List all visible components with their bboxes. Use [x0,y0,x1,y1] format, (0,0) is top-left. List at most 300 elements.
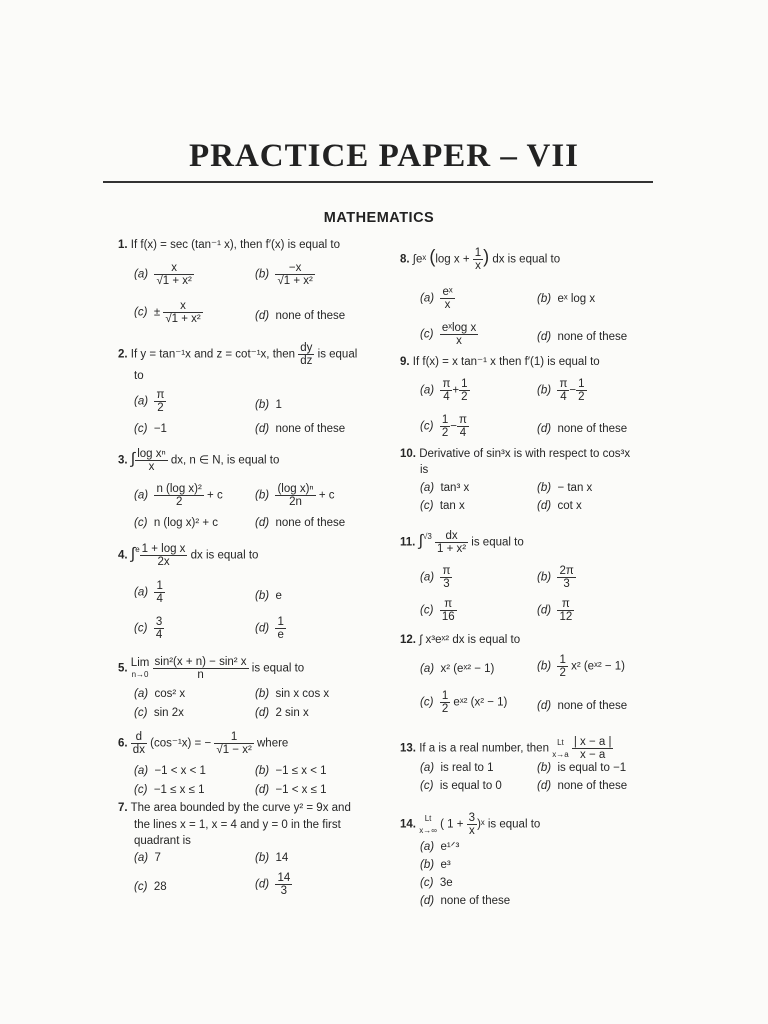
option-text: x² (eˣ² − 1) [440,663,495,675]
fraction [440,690,450,715]
option-9c[interactable] [420,414,469,439]
option-13c[interactable] [420,779,502,793]
page-title: PRACTICE PAPER – VII [188,138,580,174]
option-label: (b) [255,765,270,777]
option-2a[interactable] [134,389,166,414]
option-5b[interactable] [255,687,329,701]
numerator: −x [275,262,314,275]
question-text: If a is a real number, then [419,742,549,755]
question-number: 14. [400,818,416,831]
numerator: x [154,262,193,275]
fraction [576,378,586,403]
fraction [131,731,147,756]
denominator: 2 [157,402,164,414]
option-5a[interactable] [134,687,185,701]
question-7-stem-line2: the lines x = 1, x = 4 and y = 0 in the first [134,819,341,831]
option-8c[interactable] [420,322,478,347]
option-tail: + c [207,489,223,502]
option-7a[interactable] [134,851,161,865]
option-label: (b) [537,571,552,584]
question-text: The area bounded by the curve y² = 9x and [130,802,351,814]
option-12c[interactable] [420,690,507,715]
option-1c[interactable] [134,300,203,325]
option-label: (b) [255,590,270,602]
numerator: 1 [559,654,566,666]
question-11-stem [400,530,524,555]
option-label: (c) [134,784,148,796]
numerator: x [163,300,202,313]
option-label: (b) [255,852,270,864]
option-label: (d) [537,780,552,792]
denominator: x [456,335,462,347]
option-label: (b) [255,688,270,700]
question-number: 8. [400,253,410,266]
denominator: 2 [559,667,566,679]
denominator: 2 [461,391,468,403]
limit-word: Lim [130,656,150,669]
option-text: sin x cos x [275,688,330,700]
option-2c[interactable] [134,422,167,436]
fraction [135,448,168,473]
option-9b[interactable] [537,378,587,403]
option-label: (d) [537,423,552,435]
question-2-stem [118,342,357,367]
fraction [473,247,483,272]
option-text: none of these [275,517,346,529]
numerator: n (log x)² [156,483,202,495]
integral-sign: ∫ [130,450,136,468]
option-label: (c) [134,517,148,529]
denominator: 2 [578,391,585,403]
option-label: (c) [134,306,148,319]
question-number: 7. [118,802,128,814]
option-1b[interactable] [255,262,315,287]
option-12a[interactable] [420,662,494,676]
question-number: 13. [400,742,416,755]
question-10-stem-line2: is [420,464,429,476]
option-label: (a) [420,292,435,305]
denominator: n [197,669,204,681]
option-label: (d) [537,331,552,343]
option-text: none of these [557,700,628,712]
option-label: (b) [537,660,552,673]
fraction [457,414,469,439]
option-label: (c) [420,328,434,341]
operator: − [569,384,577,397]
denominator: x [468,825,475,837]
option-label: (a) [420,762,435,774]
fraction [140,543,188,568]
option-label: (a) [420,841,435,853]
fraction [557,378,569,403]
option-6c[interactable] [134,783,204,797]
option-label: (b) [420,859,435,871]
option-text: is equal to 0 [439,780,502,792]
option-text: −1 ≤ x < 1 [275,765,327,777]
option-9d[interactable] [537,422,627,436]
option-text: none of these [557,780,628,792]
numerator: 1 [441,690,449,702]
denominator: 3 [280,885,288,897]
option-label: (d) [255,310,270,322]
option-text: tan x [439,500,465,512]
option-10c[interactable] [420,499,465,513]
option-label: (d) [537,604,552,617]
limit-subscript: x→∞ [419,825,437,835]
question-text: is equal to [487,818,541,831]
option-label: (a) [420,663,435,675]
option-7b[interactable] [255,851,288,865]
plus-minus: ± [153,306,161,319]
question-text: dx is equal to [190,549,259,562]
denominator: x [148,461,155,473]
fraction [153,656,249,681]
fraction [298,342,314,367]
fraction [440,322,478,347]
denominator: 1 + x² [437,543,467,555]
fraction [467,812,477,837]
option-text: 7 [154,852,161,864]
option-label: (a) [134,395,149,408]
fraction [440,414,450,439]
numerator: 3 [468,812,476,824]
option-tail: x² (eˣ² − 1) [571,660,625,673]
question-text: If f(x) = x tan⁻¹ x then f′(1) is equal to [412,356,600,368]
option-label: (d) [255,517,270,529]
denominator: dz [300,355,313,367]
option-label: (d) [255,707,270,719]
option-8d[interactable] [537,330,627,344]
fraction [459,378,469,403]
numerator: log xⁿ [137,448,166,460]
paren-open: ( 1 + [440,818,464,831]
numerator: 1 [578,378,585,390]
option-2d[interactable] [255,422,345,436]
question-number: 2. [118,348,128,361]
denominator: 3 [443,578,450,590]
option-text: eˣ log x [557,293,596,305]
option-text: e¹ᐟ³ [440,841,460,853]
option-label: (c) [420,780,434,792]
option-text: −1 [153,423,167,435]
option-8b[interactable] [537,292,595,306]
question-7-stem [118,801,351,815]
denominator: 2n [289,496,302,508]
option-14d[interactable] [420,894,510,908]
option-label: (a) [420,384,435,397]
denominator: dx [132,744,145,756]
fraction [440,286,454,311]
option-text: n (log x)² + c [153,517,219,529]
option-6a[interactable] [134,764,206,778]
question-5-stem [118,656,304,681]
option-text: − tan x [557,482,593,494]
option-14a[interactable] [420,840,459,854]
option-label: (a) [134,268,149,281]
limit-word: Lt [557,737,564,747]
question-7-stem-line3: quadrant is [134,835,191,847]
question-number: 11. [400,536,416,549]
fraction [557,598,574,623]
denominator: x [475,260,481,272]
question-number: 12. [400,634,416,646]
fraction [154,580,164,605]
option-11d[interactable] [537,598,574,623]
numerator: | x − a | [573,736,612,748]
option-text: 3e [439,877,453,889]
fraction [275,262,314,287]
question-number: 9. [400,356,410,368]
fraction [275,616,285,641]
option-text: −1 ≤ x ≤ 1 [153,784,205,796]
option-label: (c) [134,423,148,435]
option-3a[interactable] [134,483,223,508]
fraction [440,565,452,590]
numerator: π [440,598,457,611]
option-4d[interactable] [255,616,286,641]
option-14c[interactable] [420,876,453,890]
denominator: 2x [157,556,170,568]
question-number: 10. [400,448,416,460]
option-text: e [275,590,282,602]
numerator: π [156,389,165,401]
option-4c[interactable] [134,616,164,641]
option-text: 2 sin x [275,707,309,719]
denominator: 16 [441,611,455,623]
operator: + [452,384,460,397]
numerator: d [131,731,147,744]
option-label: (d) [255,423,270,435]
numerator: dx [435,530,468,543]
option-label: (a) [134,489,149,502]
denominator: 2 [441,703,449,715]
title-rule [103,181,653,183]
option-label: (a) [134,852,149,864]
question-10-stem [400,447,630,461]
integral-sign: ∫ [130,545,136,563]
question-text: Derivative of sin³x is with respect to cos³x [419,448,631,460]
option-14b[interactable] [420,858,451,872]
option-text: none of these [557,423,628,435]
denominator: 12 [559,611,573,623]
option-8a[interactable] [420,286,455,311]
denominator: √1 + x² [165,313,201,325]
question-text-cont: where [257,737,289,750]
denominator: 4 [459,427,467,439]
numerator: 1 [474,247,482,259]
question-text-cont: is equal [317,348,358,361]
question-text: is equal to [471,536,524,549]
fraction [154,483,203,508]
numerator: π [442,565,451,577]
option-9a[interactable] [420,378,470,403]
numerator: 14 [277,872,291,884]
option-13d[interactable] [537,779,627,793]
option-text: is equal to −1 [557,762,627,774]
question-number: 5. [118,662,128,675]
denominator: x [444,299,451,311]
question-text: ∫ x³eˣ² dx is equal to [419,634,521,646]
operator: − [450,420,457,433]
option-label: (c) [420,420,434,433]
numerator: 1 [156,580,163,592]
option-6b[interactable] [255,764,327,778]
denominator: e [277,629,284,641]
question-text: If y = tan⁻¹x and z = cot⁻¹x, then [130,348,296,361]
numerator: dy [300,342,313,354]
denominator: x − a [580,749,606,761]
option-label: (b) [537,384,552,397]
option-label: (a) [134,765,149,777]
option-11c[interactable] [420,598,457,623]
numerator: 1 [461,378,468,390]
option-3c[interactable] [134,516,218,530]
limit-subscript: n→0 [131,669,149,679]
fraction [214,731,253,756]
option-7d[interactable] [255,872,292,897]
option-text: cos² x [154,688,186,700]
option-7c[interactable] [134,880,167,894]
option-12b[interactable] [537,654,625,679]
option-text: 28 [153,881,167,893]
option-label: (d) [537,500,552,512]
option-13a[interactable] [420,761,494,775]
fraction [154,262,193,287]
option-text: none of these [557,331,628,343]
question-1-stem [118,238,340,252]
numerator: π [458,414,467,426]
question-number: 4. [118,549,128,562]
denominator: 4 [155,629,163,641]
numerator: π [442,378,451,390]
numerator: 1 [441,414,449,426]
option-6d[interactable] [255,783,327,797]
upper-limit: √3 [422,532,432,541]
option-text: none of these [440,895,511,907]
option-label: (b) [255,399,270,411]
limit-operator [419,813,437,837]
fraction [435,530,468,555]
fraction [275,483,315,508]
question-6-stem [118,731,288,756]
option-label: (a) [134,586,149,599]
fraction [557,565,575,590]
paren-close: )ˣ [477,818,485,831]
limit-word: Lt [424,813,432,823]
question-number: 6. [118,737,128,750]
question-text-mid: log x + [435,253,470,266]
option-label: (b) [537,482,552,494]
option-label: (d) [255,878,270,891]
denominator: 4 [443,391,450,403]
option-label: (c) [420,877,434,889]
question-number: 1. [118,239,128,251]
option-label: (c) [420,604,434,617]
option-4a[interactable] [134,580,165,605]
question-text: dx, n ∈ N, is equal to [170,454,280,467]
option-tail: + c [318,489,335,502]
option-3d[interactable] [255,516,345,530]
option-label: (c) [134,622,148,635]
fraction [572,736,614,761]
fraction [557,654,567,679]
option-label: (b) [255,268,270,281]
question-number: 3. [118,454,128,467]
option-label: (c) [134,707,148,719]
question-9-stem [400,355,600,369]
question-14-stem [400,812,540,837]
question-text: ∫eˣ [412,253,427,266]
option-text: −1 < x ≤ 1 [275,784,327,796]
option-text: sin 2x [153,707,184,719]
option-1d[interactable] [255,309,345,323]
integral-sign: ∫ [418,532,423,550]
option-11a[interactable] [420,565,452,590]
limit-operator [131,657,150,681]
question-2-stem-line2: to [134,370,144,382]
option-1a[interactable] [134,262,194,287]
option-3b[interactable] [255,483,334,508]
fraction [154,389,166,414]
numerator: eˣ [442,286,453,298]
option-label: (d) [420,895,435,907]
fraction [154,616,164,641]
denominator: √1 + x² [277,275,313,287]
option-tail: eˣ² (x² − 1) [453,696,508,709]
option-label: (d) [255,784,270,796]
fraction [440,378,452,403]
option-text: 1 [275,399,282,411]
option-label: (c) [134,881,148,893]
option-11b[interactable] [537,565,576,590]
question-8-stem: 8. ∫eˣ (log x + $\frac{1}{x}$ ) dx is equal to [400,246,561,272]
option-2b[interactable] [255,398,282,412]
denominator: 3 [563,578,570,590]
option-label: (d) [537,700,552,712]
option-10a[interactable] [420,481,469,495]
upper-limit: e [135,545,140,554]
denominator: √1 + x² [156,275,192,287]
denominator: √1 − x² [216,744,252,756]
option-13b[interactable] [537,761,626,775]
question-12-stem [400,633,520,647]
subject-heading: MATHEMATICS [323,210,435,226]
option-label: (a) [420,571,435,584]
numerator: eˣlog x [441,322,477,334]
numerator: π [559,378,568,390]
option-5c[interactable] [134,706,184,720]
option-text: none of these [275,423,346,435]
option-12d[interactable] [537,699,627,713]
fraction [440,598,457,623]
option-label: (b) [255,489,270,502]
numerator: (log x)ⁿ [277,483,314,495]
option-4b[interactable] [255,589,282,603]
option-10d[interactable] [537,499,582,513]
option-label: (b) [537,293,552,305]
option-label: (a) [420,482,435,494]
denominator: 4 [560,391,567,403]
denominator: 2 [175,496,183,508]
option-5d[interactable] [255,706,309,720]
option-text: is real to 1 [440,762,494,774]
option-text: 14 [275,852,289,864]
question-text-cont: dx is equal to [492,253,561,266]
question-13-stem [400,736,613,761]
fraction [163,300,202,325]
numerator: 1 [214,731,253,744]
option-10b[interactable] [537,481,592,495]
